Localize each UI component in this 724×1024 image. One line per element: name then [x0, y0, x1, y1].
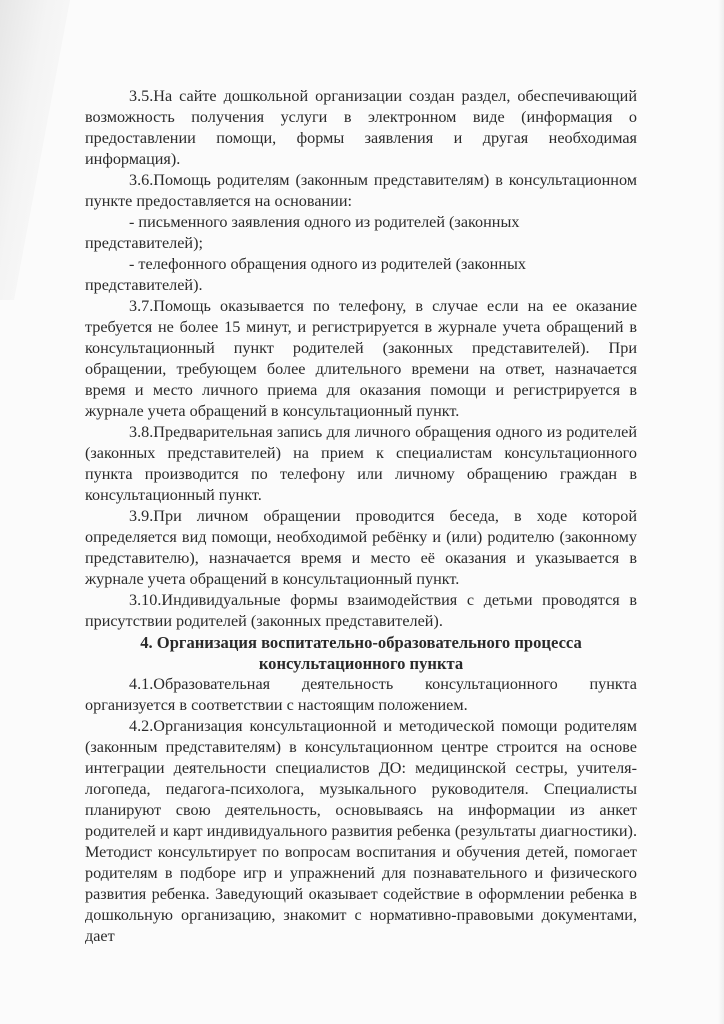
section-4-heading-line-2: консультационного пункта [258, 654, 464, 673]
scan-page-edge [718, 0, 724, 1024]
paragraph-3-8: 3.8.Предварительная запись для личного обращения одного из родителей (законных представителей) на прием к специалистам консультационного пункта производится по телефону или личному обращению граждан в консультационный пункт. [85, 423, 637, 504]
paragraph-3-5: 3.5.На сайте дошкольной организации создан раздел, обеспечивающий возможность получения услуги в электронном виде (информация о предоставлении помощи, формы заявления и другая необходимая информация). [85, 87, 637, 168]
paragraph-4-1: 4.1.Образовательная деятельность консультационного пункта организуется в соответствии с настоящим положением. [85, 675, 637, 714]
document-body [85, 86, 637, 947]
paragraph-4-2: 4.2.Организация консультационной и методической помощи родителям (законным представителям) в консультационном центре строится на основе интеграции деятельности специалистов ДО: медицинской сестры, учителя- логопеда, педагога-психолога, музыкального руководителя. Специалисты планируют свою деятельность, основываясь на информации из анкет родителей и карт индивидуального развития ребенка (результаты диагностики). Методист консультирует по вопросам воспитания и обучения детей, помогает родителям в подборе игр и упражнений для познавательного и физического развития ребенка. Заведующий оказывает содействие в оформлении ребенка в дошкольную организацию, знакомит с нормативно-правовыми документами, дает [85, 717, 637, 945]
list-item-phone-request: - телефонного обращения одного из родителей (законных представителей). [85, 255, 526, 294]
scan-page-fold-shadow [0, 0, 70, 300]
paragraph-3-7: 3.7.Помощь оказывается по телефону, в случае если на ее оказание требуется не более 15 минут, и регистрируется в журнале учета обращений в консультационный пункт родителей (законных представителей). При обращении, требующем более длительного времени на ответ, назначается время и место личного приема для оказания помощи и регистрируется в журнале учета обращений в консультационный пункт. [85, 297, 637, 420]
paragraph-3-9: 3.9.При личном обращении проводится беседа, в ходе которой определяется вид помощи, необходимой ребёнку и (или) родителю (законному представителю), назначается время и место её оказания и указывается в журнале учета обращений в консультационный пункт. [85, 507, 637, 588]
section-4-heading-line-1: 4. Организация воспитательно-образовательного процесса [140, 633, 582, 652]
list-item-written-application: - письменного заявления одного из родителей (законных представителей); [85, 213, 520, 252]
paragraph-3-10: 3.10.Индивидуальные формы взаимодействия с детьми проводятся в присутствии родителей (законных представителей). [85, 591, 637, 630]
paragraph-3-6: 3.6.Помощь родителям (законным представителям) в консультационном пункте предоставляется на основании: [85, 171, 637, 210]
